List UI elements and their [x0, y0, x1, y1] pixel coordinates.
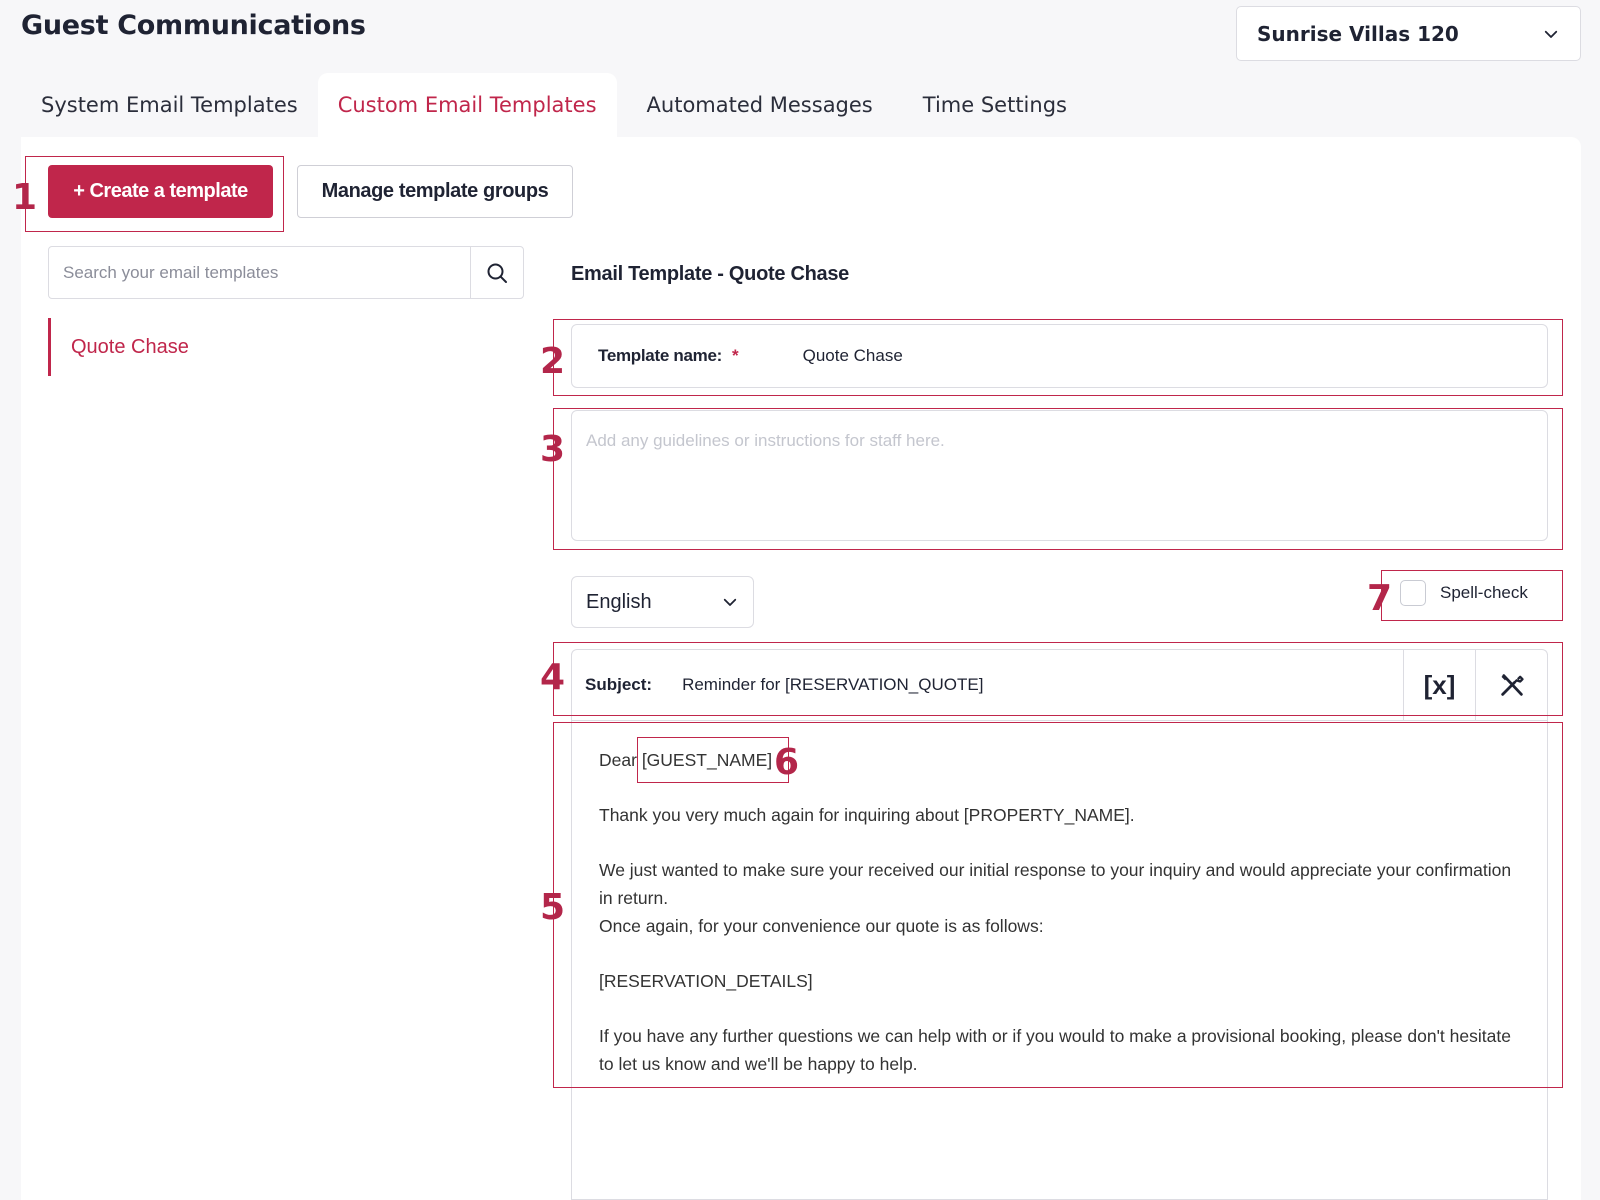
tab-system-email-templates[interactable]: System Email Templates: [41, 93, 298, 117]
chevron-down-icon: [1542, 25, 1560, 43]
create-template-button[interactable]: + Create a template: [48, 165, 273, 218]
page-title: Guest Communications: [21, 10, 366, 41]
property-select[interactable]: [1236, 6, 1581, 61]
annotation-number-1: 1: [12, 177, 38, 218]
chevron-down-icon: [721, 593, 739, 611]
annotation-number-3: 3: [540, 429, 566, 470]
language-select-value: English: [586, 590, 652, 613]
body-paragraph: If you have any further questions we can help with or if you would to make a provisional booking, please don't hesitate to let us know and we'll be happy to help.: [599, 1026, 1511, 1074]
guidelines-textarea[interactable]: [571, 410, 1548, 541]
subject-input[interactable]: [682, 675, 1403, 695]
template-search: [48, 246, 524, 299]
body-greeting-line: [599, 746, 1520, 774]
body-paragraph: Once again, for your convenience our quote is as follows:: [599, 916, 1044, 936]
template-list-item[interactable]: Quote Chase: [48, 318, 189, 376]
manage-template-groups-button[interactable]: Manage template groups: [297, 165, 573, 218]
body-paragraph: Thank you very much again for inquiring about [PROPERTY_NAME].: [599, 805, 1135, 825]
tools-icon: [1498, 671, 1526, 699]
annotation-number-5: 5: [540, 887, 566, 928]
template-name-field: [571, 324, 1548, 388]
spellcheck-label: Spell-check: [1440, 583, 1528, 602]
property-select-value: Sunrise Villas 120: [1257, 21, 1459, 46]
subject-row: [571, 649, 1548, 720]
required-marker: *: [731, 346, 739, 365]
search-icon: [485, 261, 509, 285]
email-body-editor[interactable]: [571, 720, 1548, 1200]
annotation-number-6: 6: [774, 742, 800, 783]
language-select[interactable]: [571, 576, 754, 628]
annotation-number-4: 4: [540, 657, 566, 698]
guest-name-token: [GUEST_NAME]: [641, 750, 773, 770]
tab-bar: [21, 73, 1087, 137]
annotation-number-7: 7: [1367, 578, 1393, 619]
body-paragraph: [RESERVATION_DETAILS]: [599, 971, 813, 991]
tab-custom-email-templates[interactable]: Custom Email Templates: [318, 73, 617, 137]
search-button[interactable]: [470, 247, 523, 298]
tools-button[interactable]: [1475, 650, 1547, 720]
body-greeting: Dear: [599, 750, 637, 770]
tab-time-settings[interactable]: Time Settings: [922, 93, 1067, 117]
subject-label: Subject:: [585, 675, 653, 694]
search-input[interactable]: [49, 247, 470, 298]
tab-automated-messages[interactable]: Automated Messages: [646, 93, 873, 117]
annotation-number-2: 2: [540, 341, 566, 382]
editor-title: Email Template - Quote Chase: [571, 263, 849, 285]
spellcheck-toggle[interactable]: [1400, 580, 1528, 606]
body-paragraph: We just wanted to make sure your received our initial response to your inquiry and would appreciate your confirmation in return.: [599, 860, 1512, 908]
variables-icon: [x]: [1423, 669, 1456, 700]
template-name-input[interactable]: [803, 346, 1403, 366]
spellcheck-checkbox[interactable]: [1400, 580, 1426, 606]
insert-variable-button[interactable]: [1403, 650, 1475, 720]
template-name-label: Template name:: [598, 346, 722, 365]
